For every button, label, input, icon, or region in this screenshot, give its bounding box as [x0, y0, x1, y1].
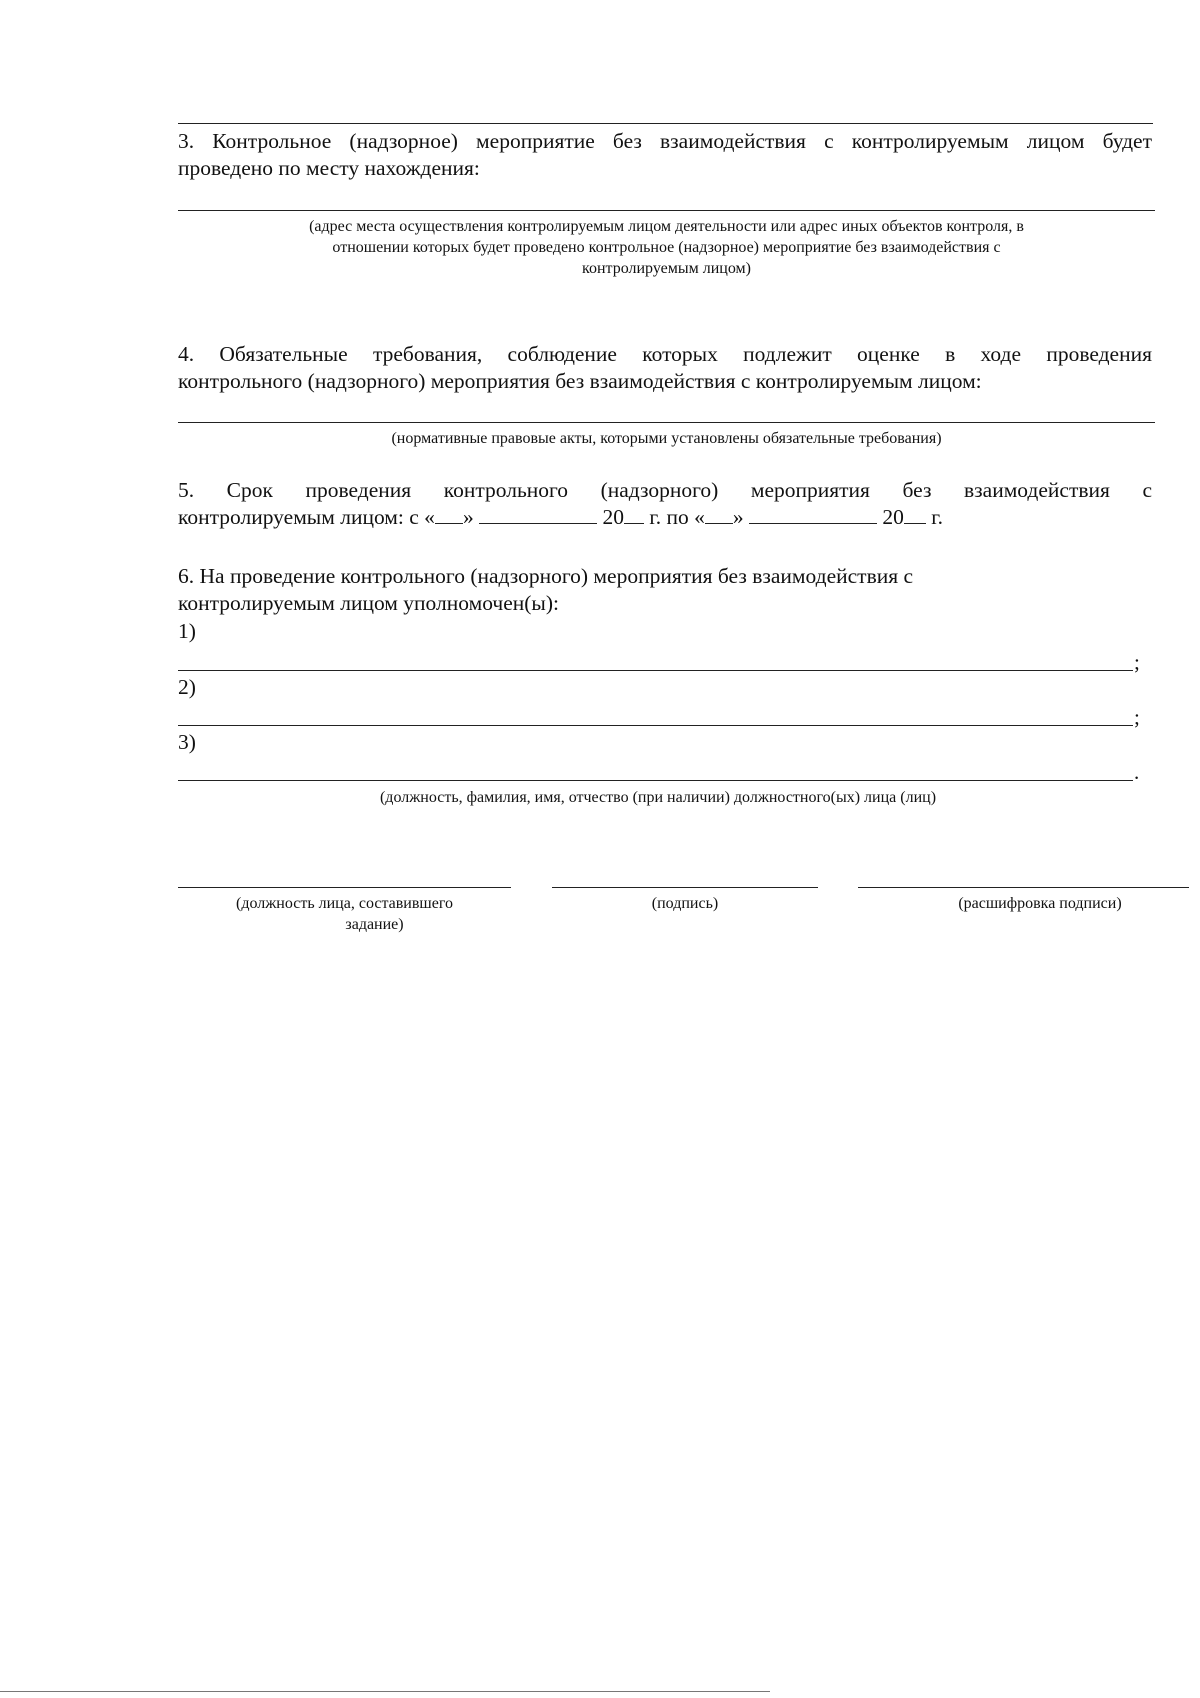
section-4-line-2: контрольного (надзорного) мероприятия без взаимодействия с контролируемым лицом:	[178, 369, 982, 393]
end-quote-close: »	[732, 505, 744, 529]
section-6-caption: (должность, фамилия, имя, отчество (при наличии) должностного(ых) лица (лиц)	[379, 789, 937, 806]
official-item-1-number: 1)	[178, 619, 196, 643]
section-3-caption-line-2: отношении которых будет проведено контрольное (надзорное) мероприятие без взаимодействия с	[332, 239, 1001, 256]
start-day-blank	[435, 505, 463, 524]
official-item-1-line	[178, 670, 1133, 671]
end-day-blank	[705, 505, 733, 524]
end-year-prefix: 20	[882, 505, 904, 529]
position-caption-line-1: (должность лица, составившего	[235, 895, 453, 912]
section-5-line-1: 5. Срок проведения контрольного (надзорного) мероприятия без взаимодействия с	[178, 478, 1152, 502]
section-3-caption-line-1: (адрес места осуществления контролируемым лицом деятельности или адрес иных объектов контроля, в	[309, 218, 1024, 235]
official-item-3-number: 3)	[178, 730, 196, 754]
section-5-date-line	[178, 504, 1152, 531]
start-month-blank	[479, 505, 597, 524]
section-5-text	[178, 477, 1152, 531]
section-4-caption: (нормативные правовые акты, которыми установлены обязательные требования)	[391, 430, 942, 447]
end-year-blank	[904, 505, 926, 524]
section-4-text	[178, 341, 1152, 395]
section-3-address-line	[178, 210, 1155, 211]
official-item-3-line	[178, 780, 1133, 781]
start-year-prefix: 20	[602, 505, 624, 529]
section-3-caption	[178, 216, 1155, 279]
section-4-line-1: 4. Обязательные требования, соблюдение которых подлежит оценке в ходе проведения	[178, 342, 1152, 366]
start-year-suffix: г. по «	[649, 505, 705, 529]
signature-line	[552, 887, 818, 888]
end-month-blank	[749, 505, 877, 524]
start-quote-close: »	[462, 505, 474, 529]
start-year-blank	[624, 505, 644, 524]
section-3-line-1: 3. Контрольное (надзорное) мероприятие без взаимодействия с контролируемым лицом будет	[178, 129, 1152, 153]
decoding-caption: (расшифровка подписи)	[958, 895, 1122, 912]
date-prefix: контролируемым лицом: с «	[178, 505, 435, 529]
top-rule	[178, 123, 1153, 124]
bottom-scan-rule	[0, 1691, 770, 1692]
section-3-text	[178, 128, 1152, 182]
section-6-line-2: контролируемым лицом уполномочен(ы):	[178, 591, 559, 615]
position-line	[178, 887, 511, 888]
end-year-suffix: г.	[931, 505, 943, 529]
official-item-1-end: ;	[1134, 650, 1140, 674]
section-6-line-1: 6. На проведение контрольного (надзорного) мероприятия без взаимодействия с	[178, 564, 914, 588]
section-6-text	[178, 563, 1152, 617]
official-item-2-number: 2)	[178, 675, 196, 699]
section-3-caption-line-3: контролируемым лицом)	[582, 260, 751, 277]
position-caption-line-2: задание)	[345, 916, 404, 933]
position-caption	[178, 893, 511, 935]
section-4-requirements-line	[178, 422, 1155, 423]
section-3-line-2: проведено по месту нахождения:	[178, 156, 480, 180]
official-item-2-end: ;	[1134, 705, 1140, 729]
official-item-3-end: .	[1134, 760, 1140, 784]
signature-caption: (подпись)	[651, 895, 719, 912]
official-item-2-line	[178, 725, 1133, 726]
decoding-line	[858, 887, 1189, 888]
